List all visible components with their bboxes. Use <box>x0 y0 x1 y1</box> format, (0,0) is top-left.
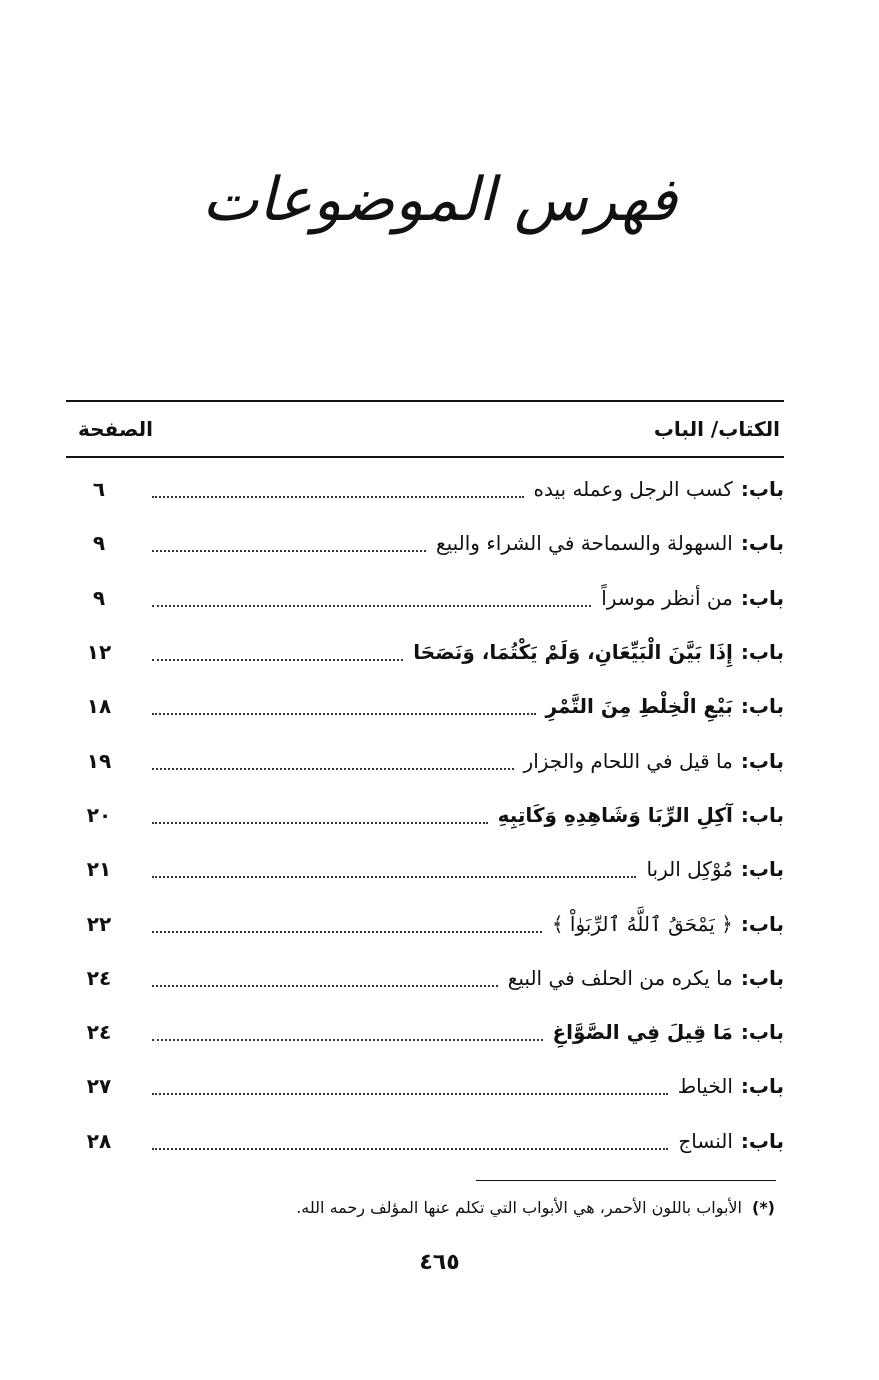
toc-entry <box>66 951 784 1005</box>
entry-label: باب: <box>740 1074 784 1099</box>
entry-title: السهولة والسماحة في الشراء والبيع <box>435 531 733 556</box>
entry-title: الخياط <box>677 1074 733 1099</box>
dot-leader <box>152 1148 668 1150</box>
toc-entries <box>66 462 784 1168</box>
dot-leader <box>152 876 636 878</box>
dot-leader <box>152 659 403 661</box>
header-chapter: الكتاب/ الباب <box>653 417 780 441</box>
toc-entry <box>66 896 784 950</box>
entry-page: ٩ <box>92 585 106 610</box>
entry-label: باب: <box>740 531 784 556</box>
entry-page: ٢٠ <box>86 802 112 827</box>
dot-leader <box>152 1093 668 1095</box>
entry-title: ما قيل في اللحام والجزار <box>523 748 733 773</box>
entry-page: ٦ <box>92 477 106 502</box>
toc-entry <box>66 842 784 896</box>
entry-title: ما يكره من الحلف في البيع <box>507 965 733 990</box>
entry-label: باب: <box>740 748 784 773</box>
page-number: ٤٦٥ <box>419 1250 460 1275</box>
entry-title: النساج <box>678 1128 733 1153</box>
header-page: الصفحة <box>78 417 154 441</box>
dot-leader <box>152 931 542 933</box>
dot-leader <box>152 713 536 715</box>
entry-label: باب: <box>740 585 784 610</box>
footnote <box>296 1198 775 1217</box>
footnote-mark: (*) <box>752 1198 775 1217</box>
entry-label: باب: <box>740 1020 784 1045</box>
entry-label: باب: <box>740 477 784 502</box>
entry-label: باب: <box>740 640 784 665</box>
entry-title: إِذَا بَيَّنَ الْبَيِّعَانِ، وَلَمْ يَكْتُمَا، وَنَصَحَا <box>413 640 733 665</box>
toc-entry <box>66 733 784 787</box>
dot-leader <box>152 605 591 607</box>
entry-page: ٢١ <box>86 857 112 882</box>
entry-title: من أنظر موسراً <box>601 585 733 610</box>
entry-title: بَيْعِ الْخِلْطِ مِنَ التَّمْرِ <box>545 694 733 719</box>
toc-entry <box>66 1059 784 1113</box>
toc-entry <box>66 1114 784 1168</box>
header-rule <box>66 456 784 458</box>
entry-title: ﴿ يَمْحَقُ ٱللَّهُ ٱلرِّبَوٰاْ ﴾ <box>551 911 733 936</box>
entry-label: باب: <box>740 965 784 990</box>
entry-label: باب: <box>740 802 784 827</box>
toc-entry <box>66 1005 784 1059</box>
entry-title: كسب الرجل وعمله بيده <box>533 477 733 502</box>
entry-page: ٢٤ <box>86 965 112 990</box>
entry-label: باب: <box>740 694 784 719</box>
entry-page: ٩ <box>92 531 106 556</box>
entry-label: باب: <box>740 1128 784 1153</box>
toc-entry <box>66 571 784 625</box>
dot-leader <box>152 1039 543 1041</box>
footnote-text: الأبواب باللون الأحمر، هي الأبواب التي تكلم عنها المؤلف رحمه الله. <box>296 1198 742 1217</box>
entry-title: آكِلِ الرِّبَا وَشَاهِدِهِ وَكَاتِبِهِ <box>497 802 733 827</box>
footnote-rule <box>476 1180 776 1181</box>
toc-entry <box>66 679 784 733</box>
entry-label: باب: <box>740 857 784 882</box>
toc-entry <box>66 625 784 679</box>
entry-title: مُوْكِل الربا <box>646 857 733 882</box>
dot-leader <box>152 985 498 987</box>
entry-page: ٢٢ <box>86 911 112 936</box>
entry-page: ٢٧ <box>86 1074 112 1099</box>
toc-entry <box>66 788 784 842</box>
toc-entry <box>66 462 784 516</box>
entry-title: مَا قِيلَ فِي الصَّوَّاغِ <box>552 1020 733 1045</box>
dot-leader <box>152 822 488 824</box>
entry-page: ٢٨ <box>86 1128 112 1153</box>
entry-page: ١٨ <box>86 694 112 719</box>
dot-leader <box>152 768 514 770</box>
dot-leader <box>152 496 524 498</box>
entry-page: ١٢ <box>86 640 112 665</box>
toc-header <box>66 402 784 456</box>
table-of-contents <box>66 400 784 1168</box>
entry-page: ١٩ <box>86 748 112 773</box>
entry-label: باب: <box>740 911 784 936</box>
toc-entry <box>66 516 784 570</box>
dot-leader <box>152 550 426 552</box>
entry-page: ٢٤ <box>86 1020 112 1045</box>
page-title: فهرس الموضوعات <box>202 165 677 235</box>
